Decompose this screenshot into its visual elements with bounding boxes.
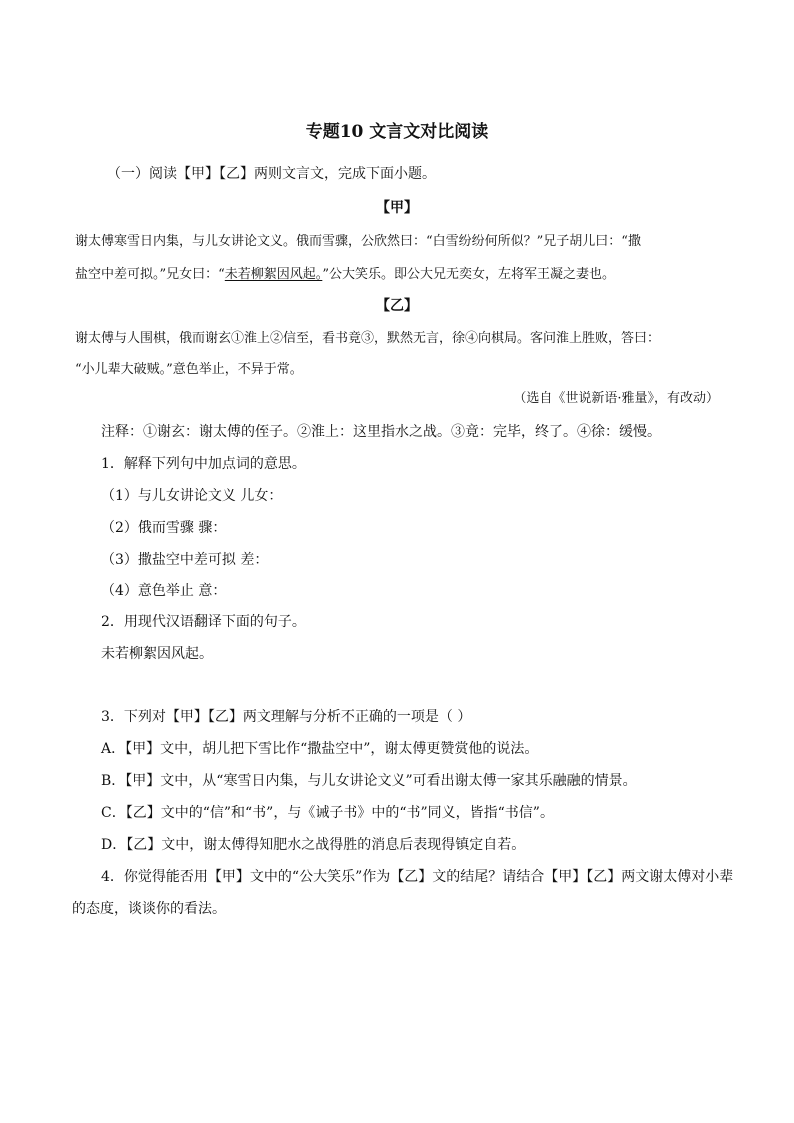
annotation-notes: 注释：①谢玄：谢太傅的侄子。②淮上：这里指水之战。③竟：完毕，终了。④徐：缓慢。 — [101, 424, 661, 440]
question-3-option-d: D．【乙】文中，谢太傅得知肥水之战得胜的消息后表现得镇定自若。 — [101, 837, 526, 853]
jia-text-line-1: 谢太傅寒雪日内集，与儿女讲论文义。俄而雪骤，公欣然曰：“白雪纷纷何所似？”兄子胡儿曰：“撒 — [75, 234, 641, 249]
jia-text-line-2 — [75, 266, 615, 284]
question-1-item-3: （3）撒盐空中差可拟 差： — [101, 552, 269, 568]
jia-heading: 【甲】 — [376, 200, 418, 216]
yi-text-line-1: 谢太傅与人围棋，俄而谢玄①淮上②信至，看书竟③，默然无言，徐④向棋局。客问淮上胜败，答曰： — [75, 331, 661, 346]
question-4-line-2: 的态度，谈谈你的看法。 — [72, 901, 226, 917]
question-1-item-1: （1）与儿女讲论文义 儿女： — [101, 488, 283, 504]
question-1-item-2: （2）俄而雪骤 骤： — [101, 520, 227, 536]
question-1-item-4: （4）意色举止 意： — [101, 583, 227, 599]
page-title: 专题10 文言文对比阅读 — [305, 122, 489, 142]
question-2-stem: 2．用现代汉语翻译下面的句子。 — [101, 614, 306, 630]
question-1-stem: 1．解释下列句中加点词的意思。 — [101, 456, 306, 472]
question-3-option-c: C．【乙】文中的“信”和“书”，与《诫子书》中的“书”同义，皆指“书信”。 — [101, 805, 554, 821]
source-citation: （选自《世说新语·雅量》，有改动） — [513, 391, 719, 406]
question-3-option-a: A．【甲】文中，胡儿把下雪比作“撒盐空中”，谢太傅更赞赏他的说法。 — [101, 741, 539, 757]
underlined-sentence: 未若柳絮因风起。 — [224, 267, 323, 282]
jia-text-line-2-end: ”公大笑乐。即公大兄无奕女，左将军王凝之妻也。 — [322, 267, 615, 282]
intro-text: （一）阅读【甲】【乙】两则文言文，完成下面小题。 — [107, 166, 436, 182]
jia-text-line-2-start: 盐空中差可拟。”兄女曰：“ — [75, 267, 225, 282]
yi-text-line-2: “小儿辈大破贼。”意色举止，不异于常。 — [75, 362, 303, 377]
question-2-sentence: 未若柳絮因风起。 — [101, 646, 213, 662]
yi-heading: 【乙】 — [376, 298, 418, 314]
question-3-option-b: B．【甲】文中，从“寒雪日内集，与儿女讲论文义”可看出谢太傅一家其乐融融的情景。 — [101, 773, 637, 789]
question-3-stem: 3．下列对【甲】【乙】两文理解与分析不正确的一项是（ ） — [101, 709, 472, 725]
question-4-line-1: 4．你觉得能否用【甲】文中的“公大笑乐”作为【乙】文的结尾？请结合【甲】【乙】两文谢太傅对小辈 — [101, 869, 734, 885]
